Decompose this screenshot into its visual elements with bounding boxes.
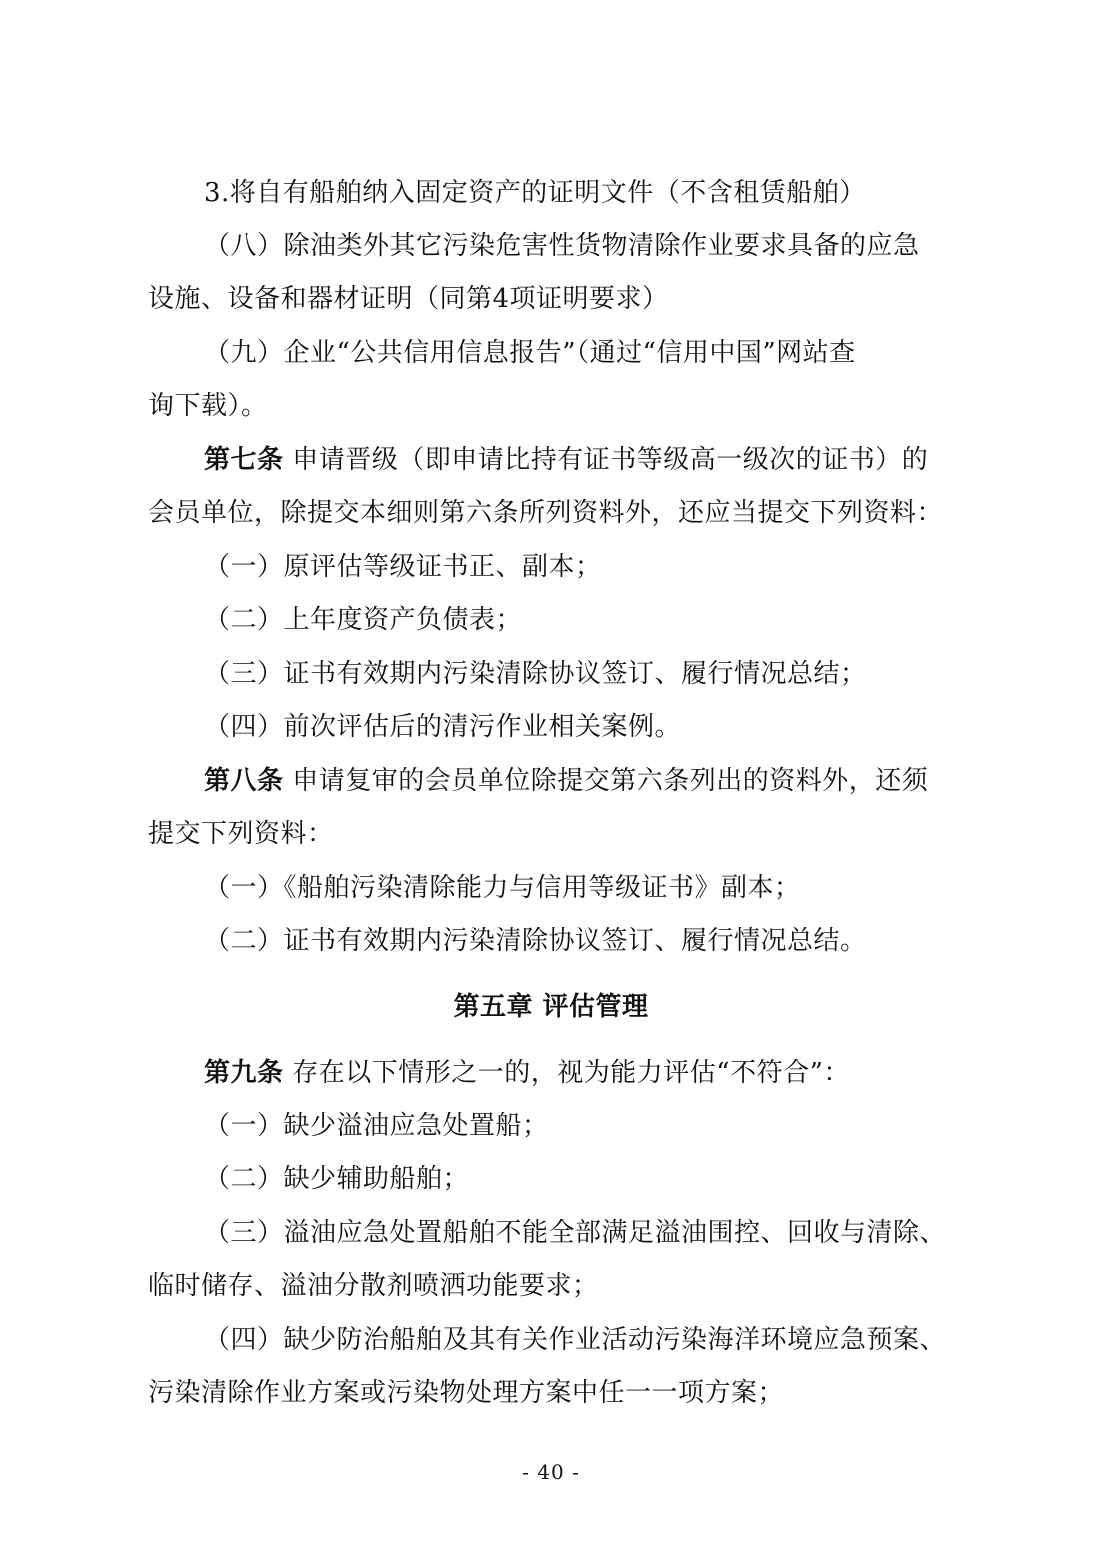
article-7-label: 第七条 (204, 445, 284, 475)
text-line-21: （四）缺少防治船舶及其有关作业活动污染海洋环境应急预案、 (204, 1325, 947, 1355)
text-line-5: 询下载）。 (148, 391, 268, 421)
article-9-text: 存在以下情形之一的，视为能力评估“不符合”： (292, 1058, 850, 1088)
text-line-4: （九）企业“公共信用信息报告”（通过“信用中国”网站查 (204, 338, 856, 368)
text-line-1: 3.将自有船舶纳入固定资产的证明文件（不含租赁船舶） (204, 178, 866, 208)
page-number: - 40 - (522, 1460, 580, 1484)
article-9-label: 第九条 (204, 1058, 284, 1088)
text-line-19: （三）溢油应急处置船舶不能全部满足溢油围控、回收与清除、 (204, 1218, 947, 1248)
text-line-13: 提交下列资料： (148, 819, 334, 849)
article-9-paragraph (204, 1056, 1034, 1090)
text-line-18: （二）缺少辅助船舶； (204, 1164, 470, 1194)
article-7-paragraph (204, 443, 1034, 477)
text-line-9: （二）上年度资产负债表； (204, 605, 523, 635)
article-7-text: 申请晋级（即申请比持有证书等级高一级次的证书）的 (292, 445, 929, 475)
text-line-8: （一）原评估等级证书正、副本； (204, 552, 602, 582)
text-line-14: （一）《船舶污染清除能力与信用等级证书》副本； (204, 873, 801, 903)
article-8-text: 申请复审的会员单位除提交第六条列出的资料外，还须 (292, 766, 929, 796)
text-line-2: （八）除油类外其它污染危害性货物清除作业要求具备的应急 (204, 231, 920, 261)
chapter-heading: 第五章 评估管理 (453, 992, 649, 1022)
text-line-22: 污染清除作业方案或污染物处理方案中任一一项方案； (148, 1378, 785, 1408)
text-line-20: 临时储存、溢油分散剂喷洒功能要求； (148, 1271, 599, 1301)
text-line-17: （一）缺少溢油应急处置船； (204, 1111, 549, 1141)
article-8-label: 第八条 (204, 766, 284, 796)
text-line-15: （二）证书有效期内污染清除协议签订、履行情况总结。 (204, 926, 867, 956)
text-line-3: 设施、设备和器材证明（同第4项证明要求） (148, 284, 669, 314)
text-line-10: （三）证书有效期内污染清除协议签订、履行情况总结； (204, 659, 867, 689)
article-8-paragraph (204, 764, 1034, 798)
text-line-7: 会员单位，除提交本细则第六条所列资料外，还应当提交下列资料： (148, 498, 944, 528)
text-line-11: （四）前次评估后的清污作业相关案例。 (204, 712, 682, 742)
